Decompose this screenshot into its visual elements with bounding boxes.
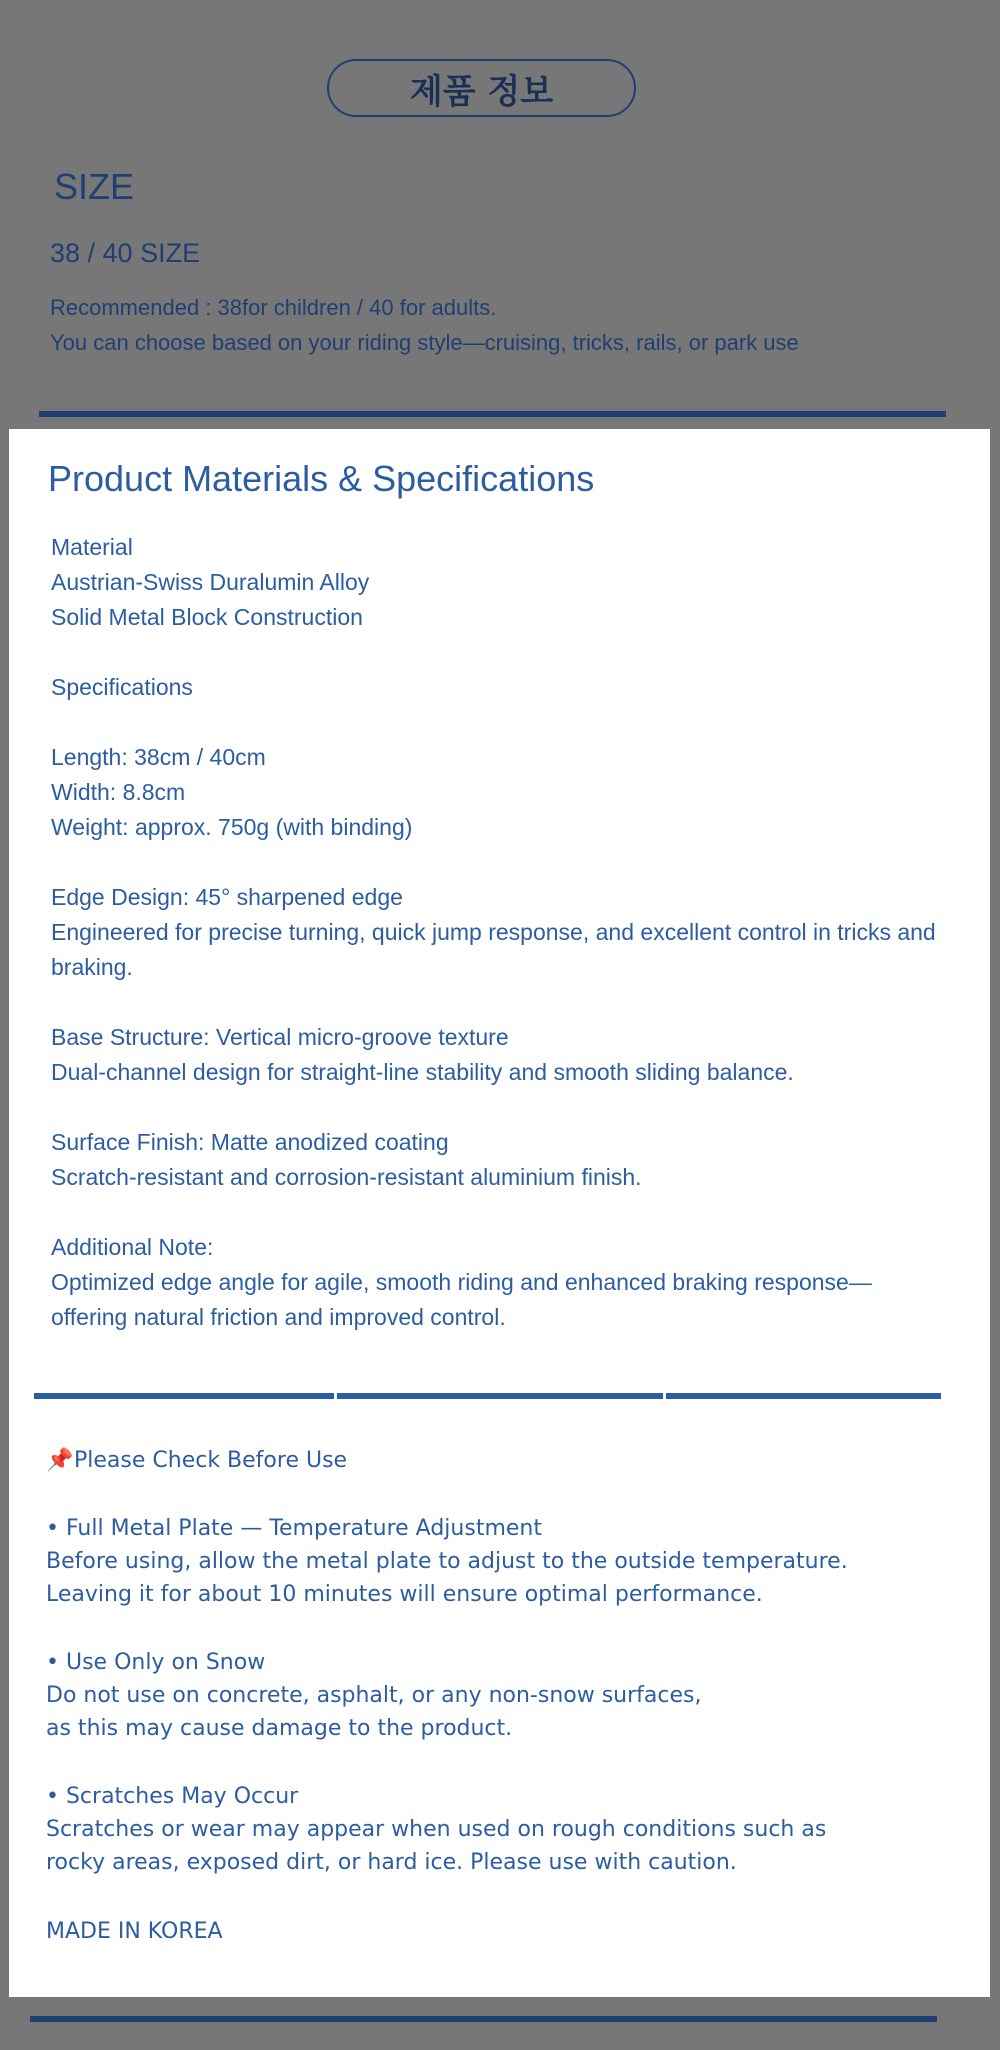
size-title: SIZE xyxy=(54,166,135,207)
check-item-line: as this may cause damage to the product. xyxy=(46,1716,513,1741)
surface-text: Scratch-resistant and corrosion-resistant aluminium finish. xyxy=(51,1164,642,1190)
check-item-line: rocky areas, exposed dirt, or hard ice. Please use with caution. xyxy=(46,1850,737,1875)
material-heading: Material xyxy=(51,534,133,560)
product-info-pill: 제품 정보 xyxy=(327,59,636,117)
material-line: Austrian-Swiss Duralumin Alloy xyxy=(51,569,370,595)
materials-panel xyxy=(9,429,990,1997)
pushpin-icon: 📌 xyxy=(46,1448,74,1473)
spec-line-length: Length: 38cm / 40cm xyxy=(51,744,266,770)
check-heading: Please Check Before Use xyxy=(74,1448,348,1473)
spec-heading: Specifications xyxy=(51,674,193,700)
check-item-line: Do not use on concrete, asphalt, or any non-snow surfaces, xyxy=(46,1683,702,1708)
check-item-line: Leaving it for about 10 minutes will ensure optimal performance. xyxy=(46,1582,763,1607)
section-divider-left xyxy=(34,1393,334,1399)
check-item-line: Before using, allow the metal plate to adjust to the outside temperature. xyxy=(46,1549,848,1574)
edge-heading: Edge Design: 45° sharpened edge xyxy=(51,884,403,910)
section-divider-middle xyxy=(337,1393,663,1399)
size-description xyxy=(50,290,799,360)
check-before-use xyxy=(46,1444,966,1879)
check-item-title: • Use Only on Snow xyxy=(46,1650,266,1675)
surface-heading: Surface Finish: Matte anodized coating xyxy=(51,1129,449,1155)
base-text: Dual-channel design for straight-line stability and smooth sliding balance. xyxy=(51,1059,794,1085)
materials-specs xyxy=(51,530,971,1335)
bottom-divider xyxy=(30,2016,937,2022)
note-heading: Additional Note: xyxy=(51,1234,214,1260)
check-item-line: Scratches or wear may appear when used on rough conditions such as xyxy=(46,1817,827,1842)
spec-line-weight: Weight: approx. 750g (with binding) xyxy=(51,814,413,840)
check-heading-row xyxy=(46,1444,966,1477)
check-item-title: • Full Metal Plate — Temperature Adjustment xyxy=(46,1516,542,1541)
size-subtitle: 38 / 40 SIZE xyxy=(50,238,201,268)
size-recommendation: Recommended : 38for children / 40 for adults. xyxy=(50,295,497,320)
check-item-title: • Scratches May Occur xyxy=(46,1784,299,1809)
size-divider xyxy=(39,411,946,417)
made-in-label: MADE IN KOREA xyxy=(46,1919,223,1944)
material-line: Solid Metal Block Construction xyxy=(51,604,363,630)
note-line: Optimized edge angle for agile, smooth riding and enhanced braking response— xyxy=(51,1269,872,1295)
section-divider-right xyxy=(666,1393,941,1399)
size-riding-style: You can choose based on your riding style—cruising, tricks, rails, or park use xyxy=(50,330,799,355)
note-line: offering natural friction and improved control. xyxy=(51,1304,506,1330)
materials-title: Product Materials & Specifications xyxy=(48,458,595,499)
base-heading: Base Structure: Vertical micro-groove texture xyxy=(51,1024,509,1050)
spec-line-width: Width: 8.8cm xyxy=(51,779,186,805)
edge-text: Engineered for precise turning, quick jump response, and excellent control in tricks and braking. xyxy=(51,919,936,980)
